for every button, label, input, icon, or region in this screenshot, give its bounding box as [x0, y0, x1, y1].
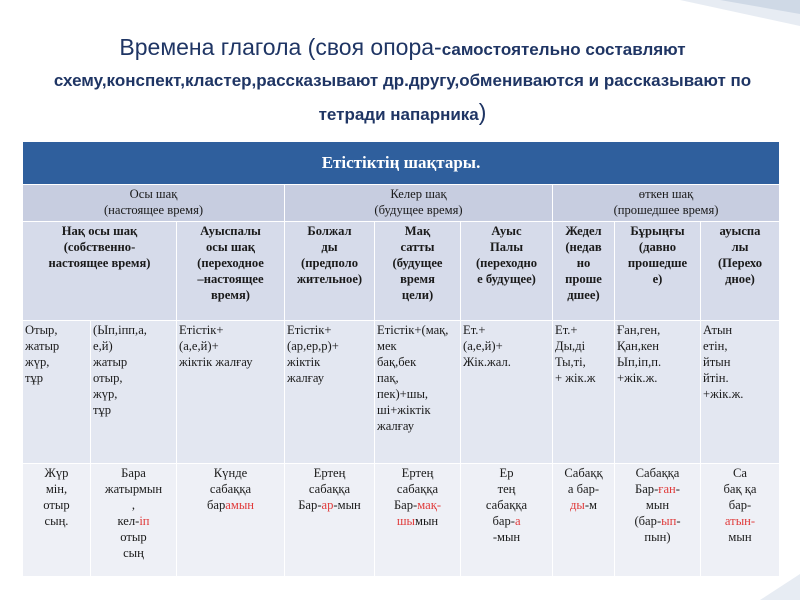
example-cell	[615, 464, 701, 577]
example-cell	[701, 464, 780, 577]
group-header: Келер шақ (будущее время)	[285, 185, 553, 222]
subheader-cell: Ауыс Палы (переходно е будущее)	[461, 222, 553, 321]
suffix-highlight: атын-	[724, 514, 756, 528]
suffix-highlight: ар	[321, 498, 334, 512]
example-text: мын	[728, 530, 752, 544]
rule-cell: Етістік+(мақ, мек бақ,бек пақ, пек)+шы, ші+жіктік жалғау	[375, 321, 461, 464]
example-text: - пын)	[644, 514, 681, 544]
example-text: -мын	[333, 498, 361, 512]
example-cell	[285, 464, 375, 577]
example-cell	[91, 464, 177, 577]
subheader-cell: Болжал ды (предполо жительное)	[285, 222, 375, 321]
rule-cell: Ған,ген, Қан,кен Ып,іп,п. +жік.ж.	[615, 321, 701, 464]
slide-title-rest: самостоятельно составляют схему,конспект,кластер,рассказывают др.другу,обмениваются и рассказывают по тетради напарника	[53, 40, 752, 124]
group-header: Осы шақ (настоящее время)	[23, 185, 285, 222]
corner-decoration-bottom	[760, 574, 800, 600]
table-title: Етістіктің шақтары.	[23, 142, 780, 185]
suffix-highlight: іп	[139, 514, 150, 528]
example-text: мын	[415, 514, 439, 528]
subheader-cell: ауыспа лы (Перехо дное)	[701, 222, 780, 321]
subheader-cell: Бұрыңғы (давно прошедше е)	[615, 222, 701, 321]
suffix-highlight: амын	[225, 498, 255, 512]
corner-decoration	[680, 0, 800, 26]
subheader-cell: Мақ сатты (будущее время цели)	[375, 222, 461, 321]
suffix-highlight: а	[514, 514, 521, 528]
example-text: -мын	[492, 530, 521, 544]
subheader-row	[23, 222, 780, 321]
example-text: Ертең сабаққа Бар-	[298, 466, 351, 512]
rule-cell: Етістік+ (ар,ер,р)+ жіктік жалғау	[285, 321, 375, 464]
rule-cell: Отыр, жатыр жүр, тұр	[23, 321, 91, 464]
example-text: Сабаққ а бар-	[564, 466, 603, 496]
verb-tense-table	[22, 141, 780, 577]
example-cell	[553, 464, 615, 577]
slide-title-close: )	[478, 99, 487, 125]
example-text: Са бақ қа бар-	[723, 466, 757, 512]
rule-cell: Етістік+ (а,е,й)+ жіктік жалғау	[177, 321, 285, 464]
suffix-highlight: ған	[658, 482, 676, 496]
slide-title	[20, 32, 785, 131]
example-text: - мын (бар-	[634, 482, 680, 528]
rule-cell: Ет.+ Ды,ді Ты,ті, + жік.ж	[553, 321, 615, 464]
example-text: Бара жатырмын , кел-	[104, 466, 163, 528]
slide-title-main: Времена глагола (своя опора-	[119, 34, 442, 60]
example-text: Ер тең сабаққа бар-	[485, 466, 528, 528]
example-cell	[375, 464, 461, 577]
rule-cell: Атын етін, йтын йтін. +жік.ж.	[701, 321, 780, 464]
suffix-highlight: мақ- шы	[396, 498, 442, 528]
example-text: отыр сың	[120, 530, 147, 560]
rule-cell: Ет.+ (а,е,й)+ Жік.жал.	[461, 321, 553, 464]
example-text: Ертең сабаққа Бар-	[393, 466, 439, 512]
rule-cell: (Ып,іпп,а, е,й) жатыр отыр, жүр, тұр	[91, 321, 177, 464]
group-header-row	[23, 185, 780, 222]
example-text: Жүр мін, отыр сың.	[43, 466, 70, 528]
example-cell	[177, 464, 285, 577]
example-cell	[461, 464, 553, 577]
subheader-cell: Ауыспалы осы шақ (переходное –настоящее время)	[177, 222, 285, 321]
rule-row	[23, 321, 780, 464]
example-text: Күнде сабаққа бар	[206, 466, 252, 512]
example-text: Сабаққа Бар-	[634, 466, 680, 496]
example-text: -м	[584, 498, 598, 512]
subheader-cell: Жедел (недав но проше дшее)	[553, 222, 615, 321]
suffix-highlight: ды	[569, 498, 585, 512]
group-header: өткен шақ (прошедшее время)	[553, 185, 780, 222]
example-row	[23, 464, 780, 577]
example-cell	[23, 464, 91, 577]
subheader-cell: Нақ осы шақ (собственно- настоящее время)	[23, 222, 177, 321]
suffix-highlight: ып	[661, 514, 677, 528]
